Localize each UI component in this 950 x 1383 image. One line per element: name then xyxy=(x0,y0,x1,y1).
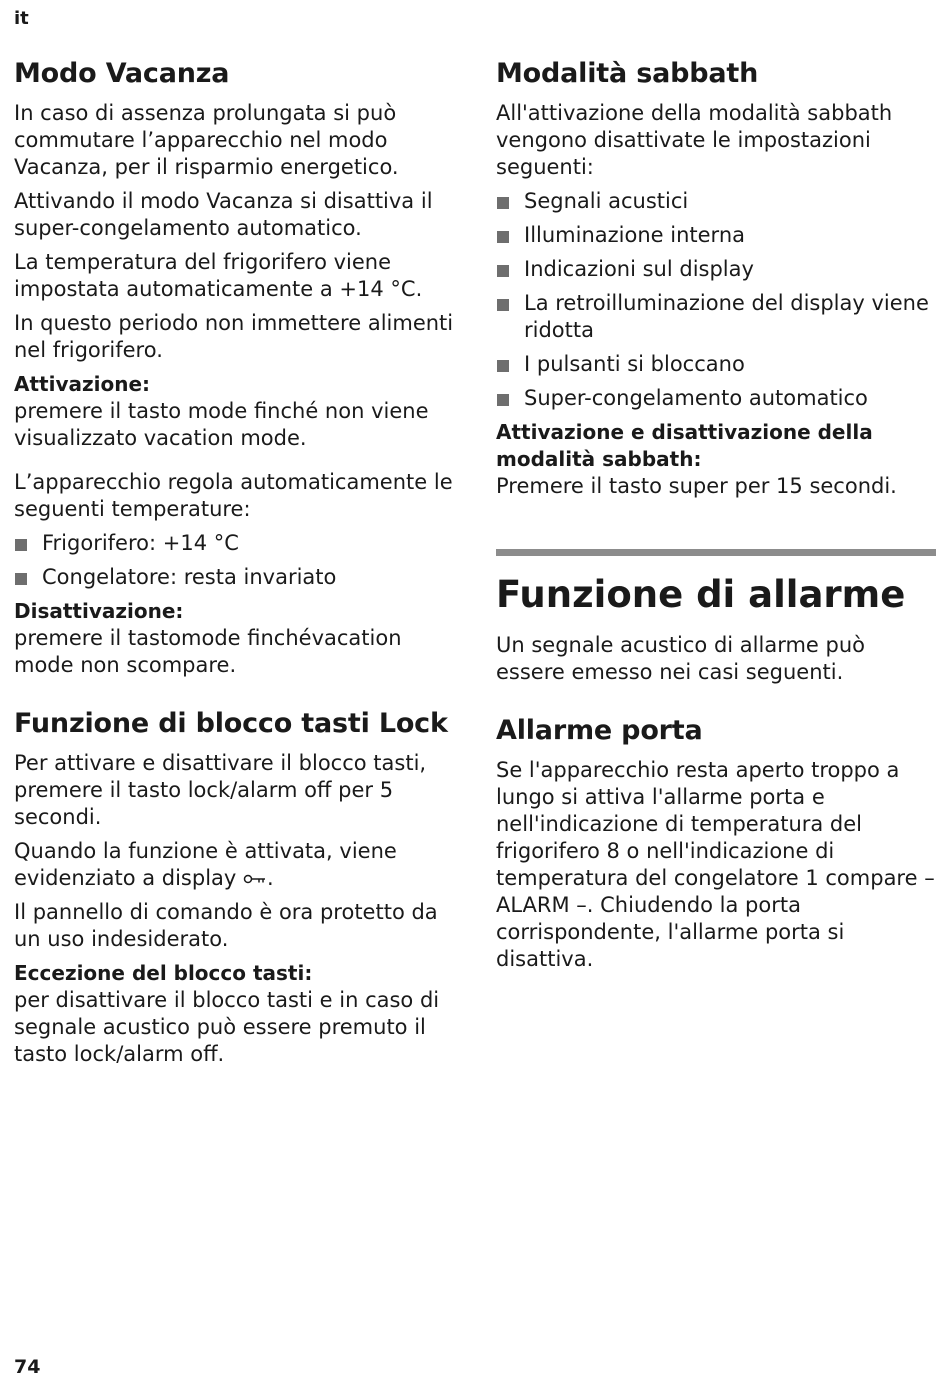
bullet-square-icon xyxy=(497,197,509,209)
list-item: Segnali acustici xyxy=(496,188,936,215)
paragraph: La temperatura del frigorifero viene impostata automaticamente a +14 °C. xyxy=(14,250,423,301)
paragraph: Per attivare e disattivare il blocco tasti, premere il tasto lock/alarm off per 5 secondi. xyxy=(14,751,427,829)
chapter-title-funzione-allarme: Funzione di allarme xyxy=(496,573,906,616)
temperature-list xyxy=(14,530,454,591)
section-title-sabbath: Modalità sabbath xyxy=(496,58,759,89)
section-title-blocco-tasti: Funzione di blocco tasti Lock xyxy=(14,708,448,739)
section-divider xyxy=(496,549,936,556)
subheading-attivazione: Attivazione: xyxy=(14,372,151,396)
subheading-eccezione: Eccezione del blocco tasti: xyxy=(14,961,313,985)
bullet-square-icon xyxy=(497,265,509,277)
key-icon xyxy=(243,873,267,885)
paragraph: Il pannello di comando è ora protetto da un uso indesiderato. xyxy=(14,900,438,951)
bullet-square-icon xyxy=(15,573,27,585)
list-item: I pulsanti si bloccano xyxy=(496,351,936,378)
subheading-sabbath-activation: Attivazione e disattivazione della modalità sabbath: xyxy=(496,420,873,471)
paragraph: In caso di assenza prolungata si può commutare l’apparecchio nel modo Vacanza, per il risparmio energetico. xyxy=(14,101,399,179)
left-column xyxy=(14,56,454,1075)
bullet-square-icon xyxy=(497,231,509,243)
list-item: Super-congelamento automatico xyxy=(496,385,936,412)
list-item: La retroilluminazione del display viene ridotta xyxy=(496,290,936,344)
paragraph: premere il tastomode finchévacation mode non scompare. xyxy=(14,626,402,677)
bullet-square-icon xyxy=(497,299,509,311)
list-item: Illuminazione interna xyxy=(496,222,936,249)
list-item: Congelatore: resta invariato xyxy=(14,564,454,591)
list-item: Indicazioni sul display xyxy=(496,256,936,283)
paragraph: Premere il tasto super per 15 secondi. xyxy=(496,474,897,498)
subheading-disattivazione: Disattivazione: xyxy=(14,599,184,623)
section-title-allarme-porta: Allarme porta xyxy=(496,715,703,746)
bullet-square-icon xyxy=(497,394,509,406)
list-item: Frigorifero: +14 °C xyxy=(14,530,454,557)
bullet-square-icon xyxy=(497,360,509,372)
paragraph: Se l'apparecchio resta aperto troppo a lungo si attiva l'allarme porta e nell'indicazione di temperatura del frigorifero 8 o nell'indicazione di temperatura del congelatore 1 compare – ALARM –. Chiudendo la porta corrispondente, l'allarme porta si disattiva. xyxy=(496,758,935,971)
bullet-square-icon xyxy=(15,539,27,551)
paragraph: All'attivazione della modalità sabbath vengono disattivate le impostazioni seguenti: xyxy=(496,101,893,179)
sabbath-list xyxy=(496,188,936,412)
paragraph-lock-display: Quando la funzione è attivata, viene evidenziato a display . xyxy=(14,839,397,890)
language-label: it xyxy=(14,8,29,29)
right-column xyxy=(496,56,936,980)
page-number: 74 xyxy=(14,1356,41,1378)
paragraph: L’apparecchio regola automaticamente le seguenti temperature: xyxy=(14,470,453,521)
paragraph: Attivando il modo Vacanza si disattiva il super-congelamento automatico. xyxy=(14,189,433,240)
section-title-modo-vacanza: Modo Vacanza xyxy=(14,58,230,89)
paragraph: per disattivare il blocco tasti e in caso di segnale acustico può essere premuto il tasto lock/alarm off. xyxy=(14,988,440,1066)
paragraph: Un segnale acustico di allarme può essere emesso nei casi seguenti. xyxy=(496,633,866,684)
paragraph: premere il tasto mode finché non viene visualizzato vacation mode. xyxy=(14,399,429,450)
paragraph: In questo periodo non immettere alimenti nel frigorifero. xyxy=(14,311,454,362)
